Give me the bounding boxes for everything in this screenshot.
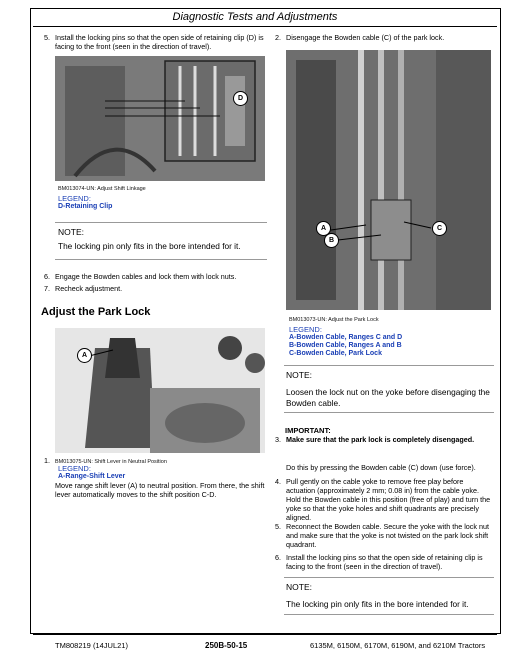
step-1-text xyxy=(55,481,267,499)
step-6-right xyxy=(275,553,491,571)
step-text: Install the locking pins so that the open side of retaining clip (D) is facing to the front (seen in the direction of travel). xyxy=(55,33,264,51)
footer-models: 6135M, 6150M, 6170M, 6190M, and 6210M Tractors xyxy=(310,641,486,650)
step-2-right xyxy=(275,33,491,42)
legend-title: LEGEND: xyxy=(289,325,322,334)
shift-lever-illustration xyxy=(55,328,265,453)
step-5-left xyxy=(44,33,265,51)
figure-caption: BM013075-UN: Shift Lever in Neutral Position xyxy=(55,459,167,465)
note-label: NOTE: xyxy=(58,227,84,237)
step-text: Recheck adjustment. xyxy=(55,284,123,293)
callout-c: C xyxy=(432,221,447,236)
step-number: 3. xyxy=(275,435,281,444)
legend-item: C-Bowden Cable, Park Lock xyxy=(289,350,382,357)
note-box-3 xyxy=(284,577,494,615)
step-number: 6. xyxy=(275,553,281,562)
footer-page-number: 250B-50-15 xyxy=(205,641,248,650)
step-text: Make sure that the park lock is completely disengaged. xyxy=(286,435,475,444)
footer-doc-id: TM808219 (14JUL21) xyxy=(55,641,128,650)
step-text: Pull gently on the cable yoke to remove free play before actuation (approximately 2 mm; 0.08 in) from the cable yoke. Hold the Bowden cable in this position (free of play) and turn the yoke so that the yoke holes and shift quadrants are precisely aligned. xyxy=(286,477,491,522)
note-text: The locking pin only fits in the bore intended for it. xyxy=(286,599,469,609)
note-label: NOTE: xyxy=(286,370,312,380)
step-text: Disengage the Bowden cable (C) of the park lock. xyxy=(286,33,445,42)
legend-item: A-Range-Shift Lever xyxy=(58,473,126,480)
step-number: 5. xyxy=(275,522,281,531)
legend-title: LEGEND: xyxy=(58,464,91,473)
note-box-2 xyxy=(284,365,494,413)
step-text: Move range shift lever (A) to neutral position. From there, the shift lever automatically moves to the shift position C-D. xyxy=(55,481,265,499)
note-label: NOTE: xyxy=(286,582,312,592)
figure-caption: BM013074-UN: Adjust Shift Linkage xyxy=(58,186,146,192)
page-header-title: Diagnostic Tests and Adjustments xyxy=(172,11,338,23)
step-text: Engage the Bowden cables and lock them with lock nuts. xyxy=(55,272,237,281)
legend-item: D-Retaining Clip xyxy=(58,203,113,210)
step-text: Reconnect the Bowden cable. Secure the yoke with the lock nut and make sure that the yoke is not twisted on the park lock shift quadrant. xyxy=(286,522,489,549)
step-number: 2. xyxy=(275,33,281,42)
legend-item: A-Bowden Cable, Ranges C and D xyxy=(289,334,403,341)
callout-a: A xyxy=(77,348,92,363)
legend-item: B-Bowden Cable, Ranges A and B xyxy=(289,342,402,349)
step-text: Install the locking pins so that the open side of retaining clip is facing to the front (seen in the direction of travel). xyxy=(286,553,483,571)
callout-b: B xyxy=(324,233,339,248)
step-3-right xyxy=(275,435,491,444)
figure-shift-lever-neutral xyxy=(55,328,265,453)
note-text: Loosen the lock nut on the yoke before disengaging the Bowden cable. xyxy=(286,387,490,408)
step-5-right xyxy=(275,522,491,549)
step-6-left xyxy=(44,272,267,281)
shift-linkage-illustration xyxy=(55,56,265,181)
step-text: Do this by pressing the Bowden cable (C) down (use force). xyxy=(286,463,476,472)
section-heading: Adjust the Park Lock xyxy=(41,306,151,318)
step-number: 6. xyxy=(44,272,50,281)
step-3-detail xyxy=(286,463,491,472)
legend-title: LEGEND: xyxy=(58,194,91,203)
park-lock-illustration xyxy=(286,50,491,310)
note-text: The locking pin only fits in the bore intended for it. xyxy=(58,241,241,251)
note-box-1 xyxy=(55,222,267,260)
figure-shift-linkage xyxy=(55,56,265,181)
figure-caption: BM013073-UN: Adjust the Park Lock xyxy=(289,317,379,323)
step-4-right xyxy=(275,477,491,522)
step-number: 1. xyxy=(44,456,50,465)
step-number: 7. xyxy=(44,284,50,293)
important-label: IMPORTANT: xyxy=(285,426,331,435)
figure-park-lock xyxy=(286,50,491,310)
step-number: 5. xyxy=(44,33,50,42)
callout-d: D xyxy=(233,91,248,106)
header-divider xyxy=(33,26,497,27)
callout-a: A xyxy=(316,221,331,236)
step-number: 4. xyxy=(275,477,281,486)
footer-divider xyxy=(33,634,497,635)
step-7-left xyxy=(44,284,267,293)
